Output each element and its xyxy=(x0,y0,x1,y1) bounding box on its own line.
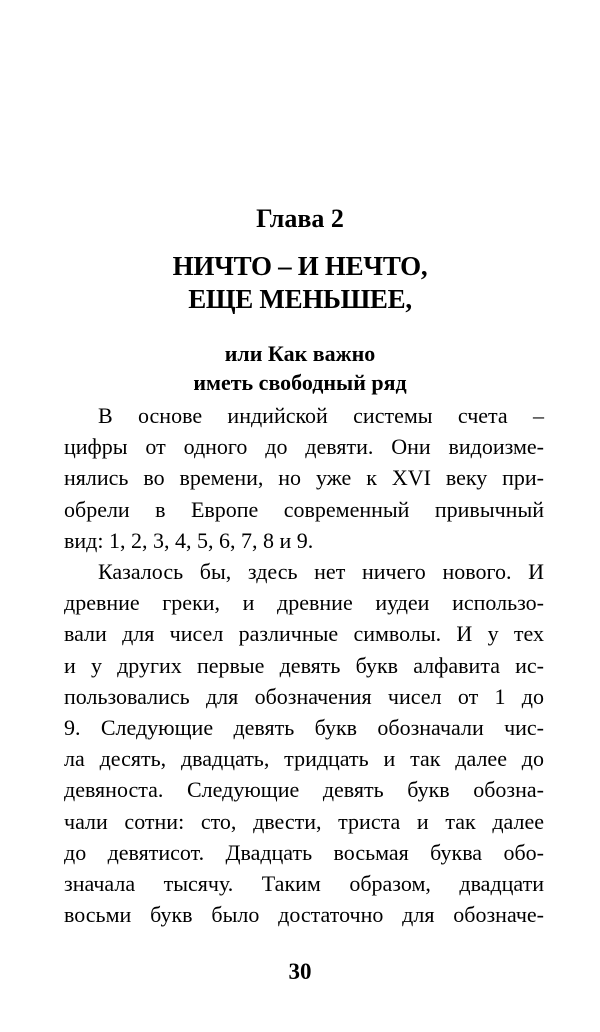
chapter-title-line: НИЧТО – И НЕЧТО, xyxy=(172,251,428,281)
chapter-title xyxy=(0,250,600,316)
chapter-subtitle-line: или Как важно xyxy=(224,341,376,366)
text-line: пользовались для обозначения чисел от 1 до xyxy=(64,683,544,709)
text-line: вид: 1, 2, 3, 4, 5, 6, 7, 8 и 9. xyxy=(64,527,314,553)
text-line: В основе индийской системы счета – xyxy=(98,403,544,428)
chapter-subtitle xyxy=(0,339,600,397)
text-line: чали сотни: сто, двести, триста и так далее xyxy=(64,808,544,834)
chapter-subtitle-line: иметь свободный ряд xyxy=(193,370,407,395)
text-line: нялись во времени, но уже к XVI веку при- xyxy=(64,465,544,491)
paragraph xyxy=(64,400,544,556)
text-line: древние греки, и древние иудеи использо- xyxy=(64,590,544,616)
page-number: 30 xyxy=(288,959,312,984)
text-line: обрели в Европе современный привычный xyxy=(64,496,544,522)
text-line: и у других первые девять букв алфавита ис- xyxy=(64,652,544,678)
text-line: ла десять, двадцать, тридцать и так далее до xyxy=(64,746,544,772)
chapter-title-line: ЕЩЕ МЕНЬШЕЕ, xyxy=(188,284,412,314)
text-line: 9. Следующие девять букв обозначали чис- xyxy=(64,715,544,741)
text-line: значала тысячу. Таким образом, двадцати xyxy=(64,871,544,897)
text-line: вали для чисел различные символы. И у тех xyxy=(64,621,544,647)
text-line: восьми букв было достаточно для обозначе- xyxy=(64,902,544,928)
chapter-number: Глава 2 xyxy=(256,204,344,233)
text-line: цифры от одного до девяти. Они видоизме- xyxy=(64,434,544,460)
text-line: до девятисот. Двадцать восьмая буква обо- xyxy=(64,839,544,865)
text-line: Казалось бы, здесь нет ничего нового. И xyxy=(98,559,544,585)
paragraph xyxy=(64,556,544,930)
body-text xyxy=(64,400,544,930)
text-line: девяноста. Следующие девять букв обозна- xyxy=(64,777,544,803)
